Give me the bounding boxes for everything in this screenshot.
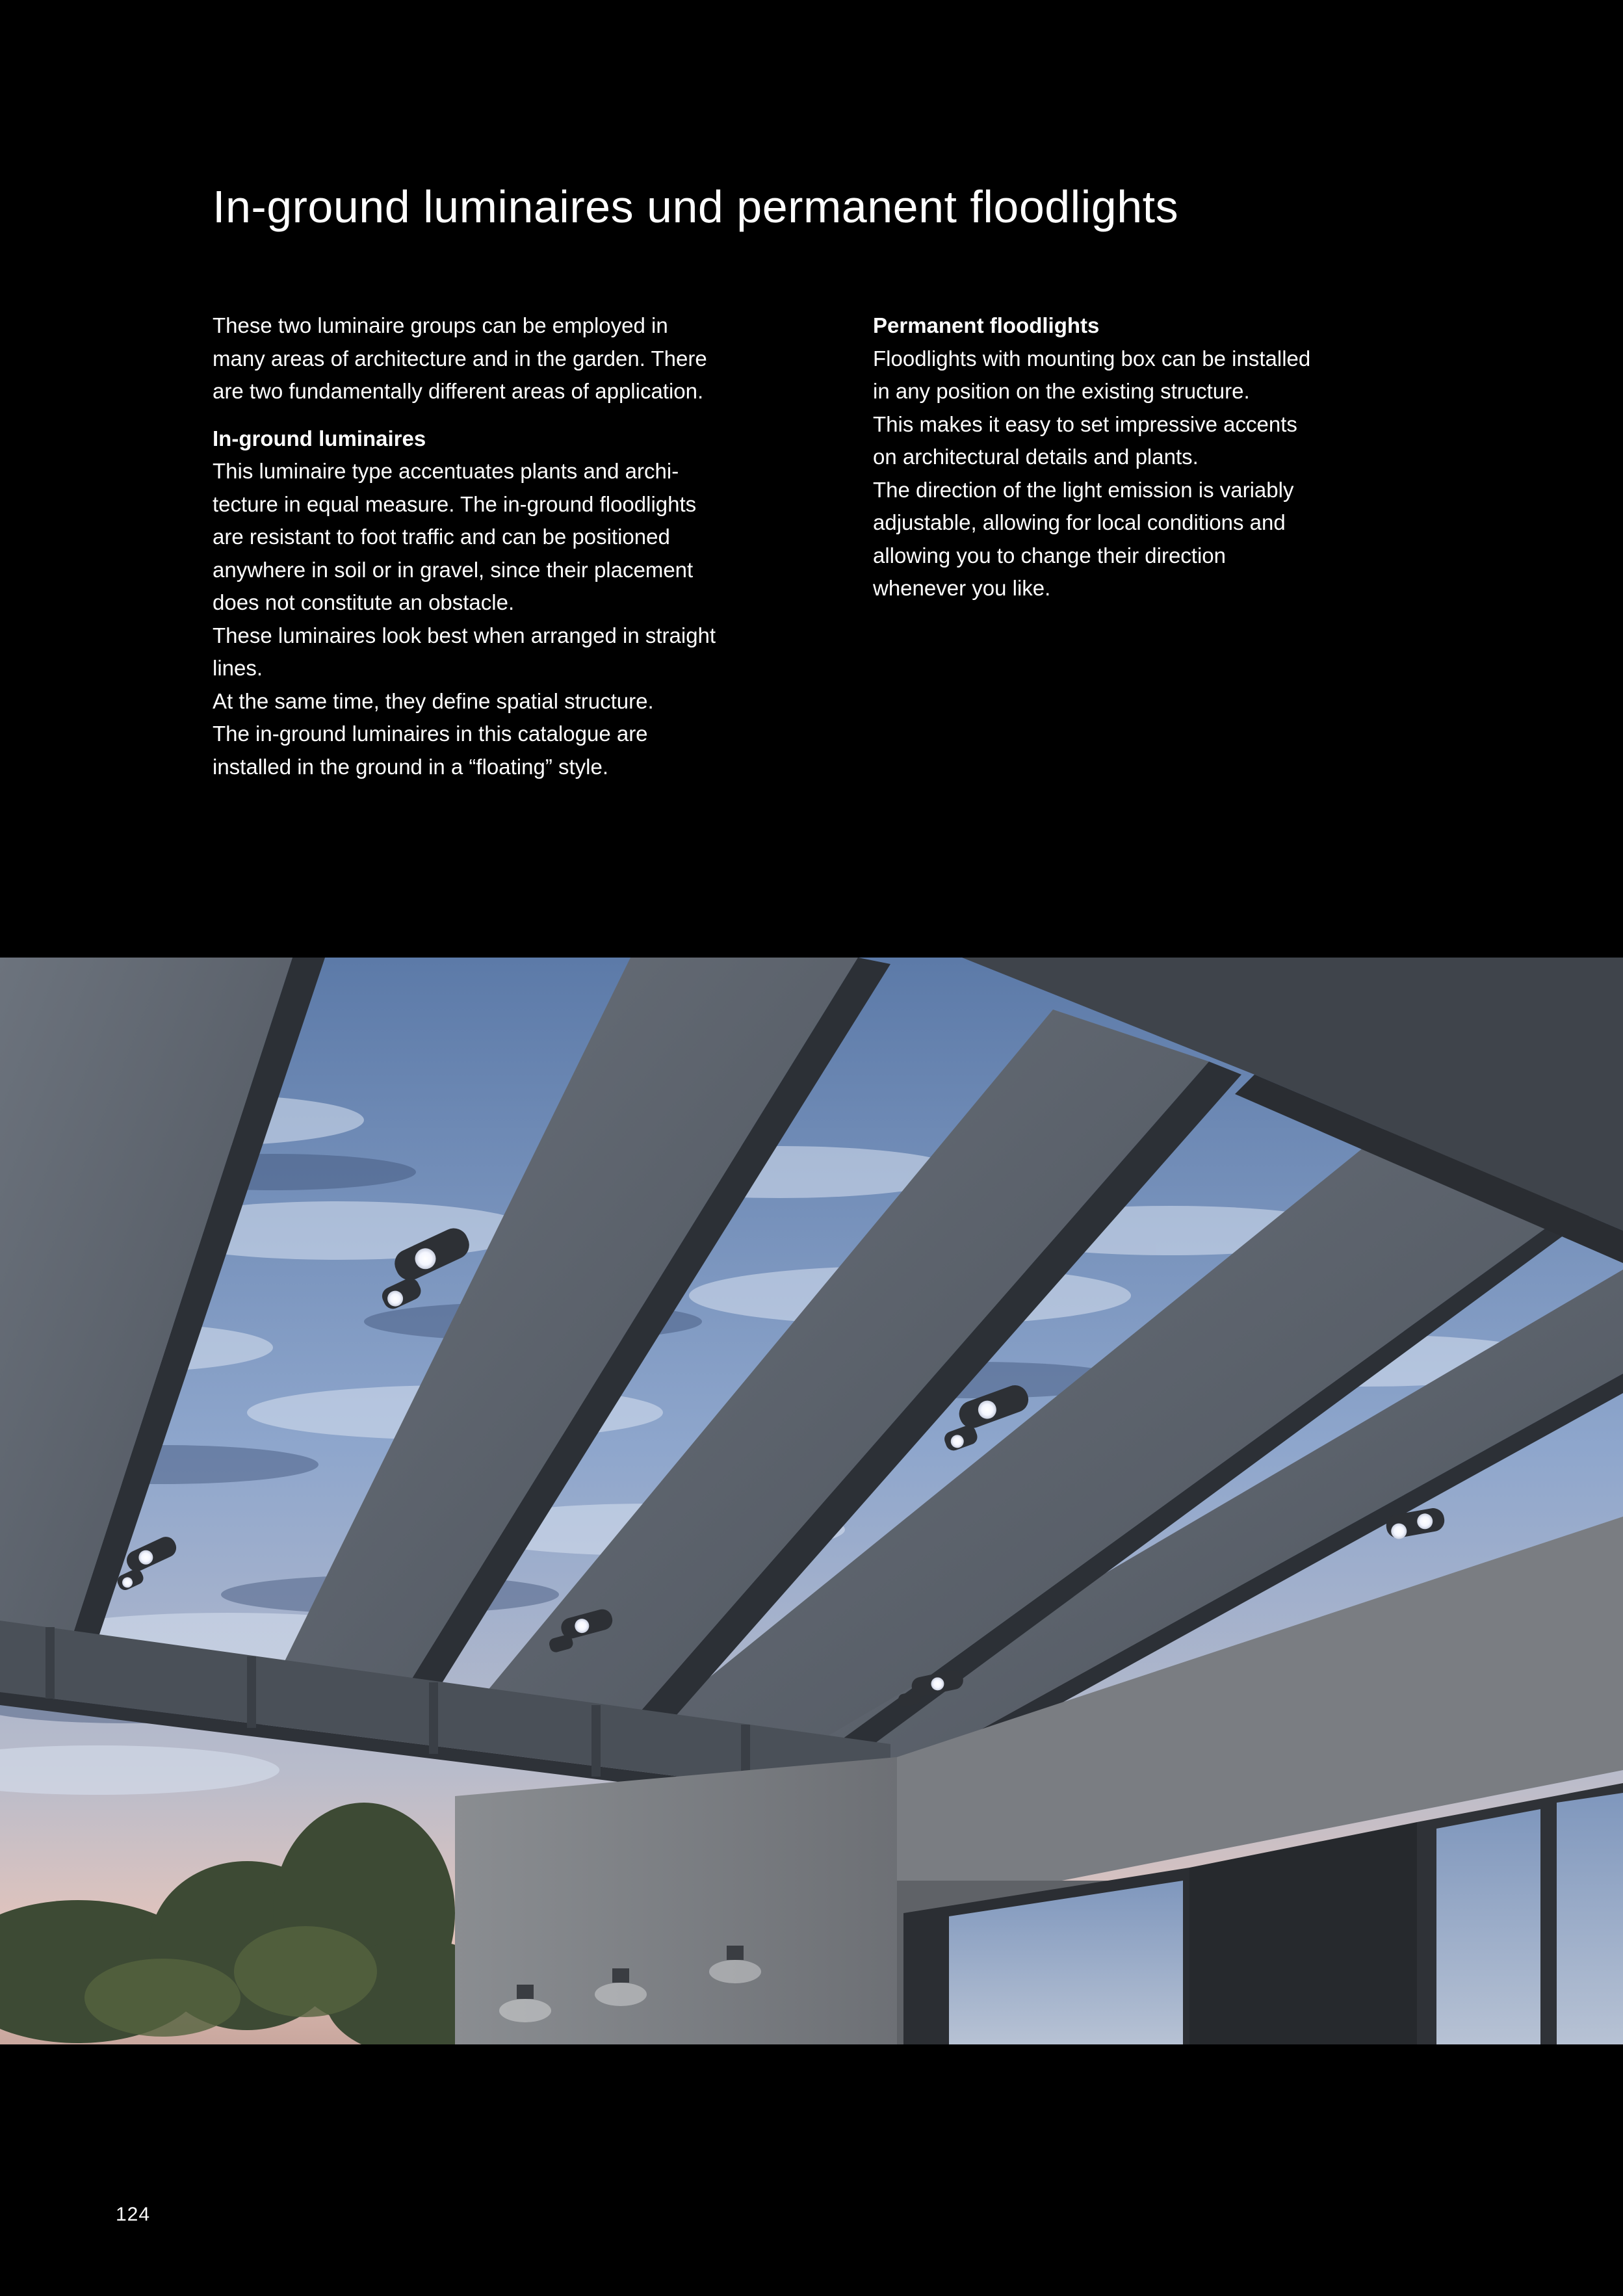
intro-line: many areas of architecture and in the garden. There: [213, 346, 707, 371]
body-line: The in-ground luminaires in this catalogue are: [213, 722, 648, 746]
page-number: 124: [116, 2204, 151, 2225]
intro-line: These two luminaire groups can be employed in: [213, 313, 668, 337]
body-line: allowing you to change their direction: [873, 543, 1227, 567]
body-line: lines.: [213, 656, 263, 680]
body-line: tecture in equal measure. The in-ground floodlights: [213, 491, 697, 516]
body-line: anywhere in soil or in gravel, since their placement: [213, 557, 694, 582]
in-ground-luminaires-heading: In-ground luminaires: [213, 426, 426, 450]
body-line: This makes it easy to set impressive accents: [873, 411, 1297, 436]
body-line: This luminaire type accentuates plants and archi-: [213, 459, 679, 483]
body-line: does not constitute an obstacle.: [213, 590, 515, 614]
intro-line: are two fundamentally different areas of application.: [213, 379, 704, 403]
body-line: adjustable, allowing for local conditions and: [873, 510, 1286, 534]
body-line: in any position on the existing structure.: [873, 379, 1250, 403]
body-line: on architectural details and plants.: [873, 445, 1199, 469]
body-line: Floodlights with mounting box can be installed: [873, 346, 1311, 371]
right-text-column: [873, 309, 1432, 605]
page-title: In-ground luminaires und permanent floodlights: [213, 181, 1179, 232]
left-text-column: [213, 309, 772, 783]
pergola-photo: [0, 958, 1623, 2044]
body-line: At the same time, they define spatial structure.: [213, 688, 654, 713]
body-line: These luminaires look best when arranged in straight: [213, 623, 716, 647]
body-line: installed in the ground in a “floating” style.: [213, 754, 609, 779]
permanent-floodlights-heading: Permanent floodlights: [873, 313, 1100, 337]
body-line: are resistant to foot traffic and can be positioned: [213, 525, 670, 549]
body-line: whenever you like.: [873, 576, 1051, 600]
body-line: The direction of the light emission is variably: [873, 477, 1294, 502]
